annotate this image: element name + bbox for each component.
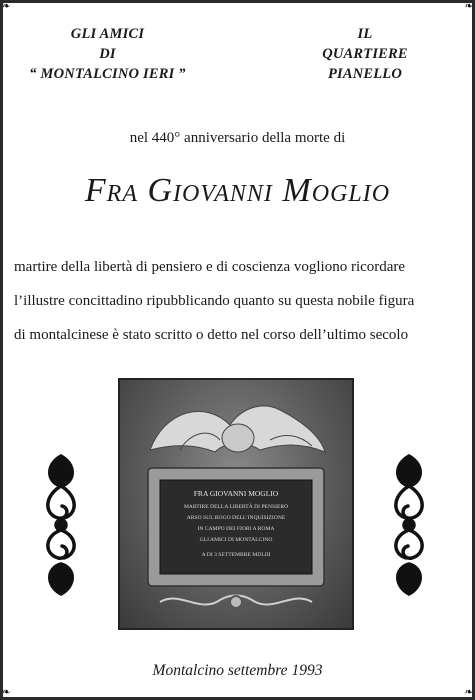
header-left-line: “ MONTALCINO IERI ” bbox=[29, 66, 186, 82]
footer-place-date: Montalcino settembre 1993 bbox=[152, 662, 323, 679]
header-left-organization bbox=[10, 24, 205, 84]
body-line: martire della libertà di pensiero e di coscienza vogliono ricordare bbox=[14, 259, 406, 275]
header-left-line: GLI AMICI bbox=[70, 26, 145, 42]
plaque-illustration bbox=[120, 380, 352, 628]
plaque-inscription-line: A DI 3 SETTEMBRE MDLIII bbox=[201, 552, 271, 558]
plaque-inscription-line: MARTIRE DELLA LIBERTÀ DI PENSIERO bbox=[183, 504, 289, 510]
corner-ornament-icon: ❧ bbox=[2, 1, 11, 12]
corner-ornament-icon: ❧ bbox=[464, 1, 473, 12]
header-left-line: DI bbox=[99, 46, 116, 62]
header-right-line: IL bbox=[357, 26, 373, 42]
plaque-inscription-line: FRA GIOVANNI MOGLIO bbox=[193, 489, 279, 498]
header-right-organization bbox=[300, 24, 430, 84]
corner-ornament-icon: ❧ bbox=[464, 687, 473, 698]
plaque-inscription-line: IN CAMPO DEI FIORI A ROMA bbox=[197, 526, 275, 532]
page-title: Fra Giovanni Moglio bbox=[84, 172, 391, 209]
plaque-inscription-line: GLI AMICI DI MONTALCINO bbox=[199, 537, 273, 543]
body-line: di montalcinese è stato scritto o detto nel corso dell’ultimo secolo bbox=[14, 327, 409, 343]
memorial-plaque-photo bbox=[118, 378, 354, 630]
body-line: l’illustre concittadino ripubblicando quanto su questa nobile figura bbox=[14, 293, 415, 309]
anniversary-line: nel 440° anniversario della morte di bbox=[129, 130, 346, 146]
eagle-relief-icon bbox=[150, 406, 325, 452]
body-text bbox=[14, 250, 464, 352]
scroll-ornament-icon bbox=[38, 452, 84, 598]
corner-ornament-icon: ❧ bbox=[2, 687, 11, 698]
header-right-line: QUARTIERE bbox=[322, 46, 408, 62]
scroll-ornament-icon bbox=[386, 452, 432, 598]
header-right-line: PIANELLO bbox=[327, 66, 403, 82]
plaque-inscription-line: ARSO SUL ROGO DELL’INQUISIZIONE bbox=[186, 515, 286, 521]
